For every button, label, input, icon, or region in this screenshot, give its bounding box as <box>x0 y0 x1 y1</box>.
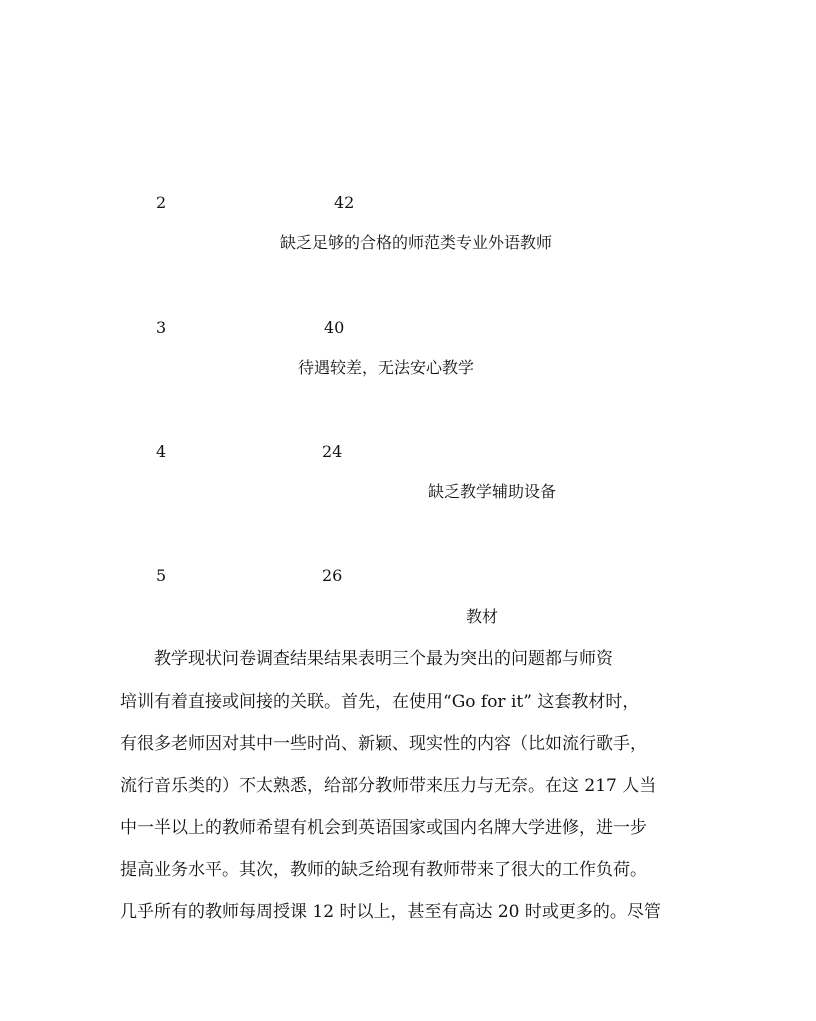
table-row-rank: 3 <box>156 318 167 337</box>
paragraph-line: 提高业务水平。其次，教师的缺乏给现有教师带来了很大的工作负荷。 <box>120 860 647 880</box>
table-row-rank: 5 <box>156 566 167 585</box>
table-row-issue: 教材 <box>466 607 499 626</box>
paragraph-line: 几乎所有的教师每周授课 12 时以上，甚至有高达 20 时或更多的。尽管 <box>120 902 661 922</box>
table-row-issue: 缺乏教学辅助设备 <box>428 482 557 501</box>
paragraph-line: 有很多老师因对其中一些时尚、新颖、现实性的内容（比如流行歌手， <box>120 734 647 754</box>
paragraph-line: 教学现状问卷调查结果结果表明三个最为突出的问题都与师资 <box>120 649 613 669</box>
table-row-issue: 缺乏足够的合格的师范类专业外语教师 <box>280 233 553 252</box>
table-row-count: 24 <box>322 442 343 461</box>
table-row-rank: 4 <box>156 442 167 461</box>
table-row-issue: 待遇较差，无法安心教学 <box>298 358 475 377</box>
table-row-count: 26 <box>322 566 343 585</box>
table-row-count: 42 <box>334 193 355 212</box>
table-row-rank: 2 <box>156 193 167 212</box>
table-row-count: 40 <box>324 318 345 337</box>
paragraph-line: 中一半以上的教师希望有机会到英语国家或国内名牌大学进修，进一步 <box>120 818 647 838</box>
paragraph-line: 培训有着直接或间接的关联。首先，在使用“Go for it” 这套教材时， <box>120 692 640 712</box>
paragraph-line: 流行音乐类的）不太熟悉，给部分教师带来压力与无奈。在这 217 人当 <box>120 776 657 796</box>
